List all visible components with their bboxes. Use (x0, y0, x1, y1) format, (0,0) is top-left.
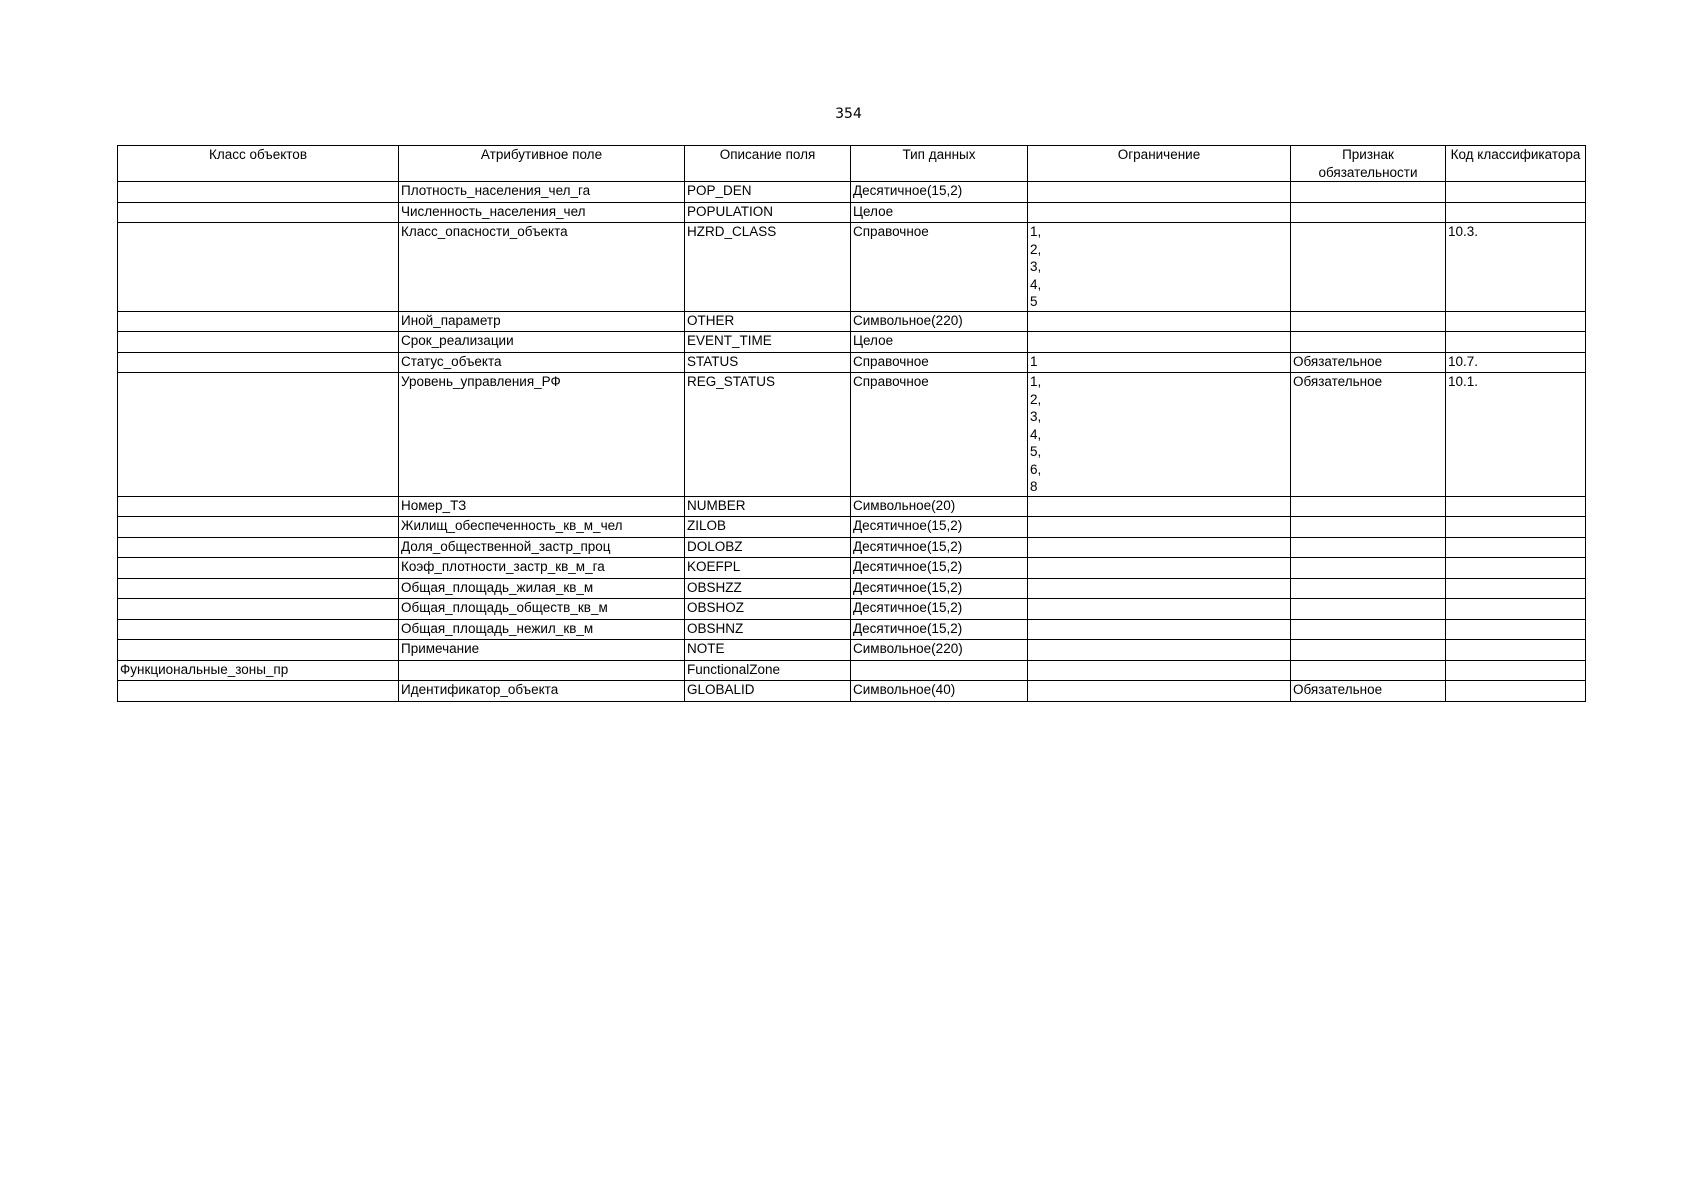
data-type-cell: Десятичное(15,2) (851, 599, 1028, 620)
data-type-cell: Целое (851, 202, 1028, 223)
constraint-cell: 1 (1028, 352, 1291, 373)
required-flag-cell: Обязательное (1291, 352, 1446, 373)
classifier-code-cell (1446, 537, 1586, 558)
object-class-cell (118, 558, 399, 579)
object-class-cell (118, 619, 399, 640)
object-class-cell (118, 599, 399, 620)
classifier-code-cell (1446, 619, 1586, 640)
constraint-cell (1028, 496, 1291, 517)
constraint-cell (1028, 660, 1291, 681)
table-row (118, 202, 1586, 223)
object-class-cell (118, 332, 399, 353)
classifier-code-cell (1446, 599, 1586, 620)
constraint-cell (1028, 558, 1291, 579)
table-row (118, 332, 1586, 353)
data-type-cell: Справочное (851, 223, 1028, 312)
classifier-code-cell (1446, 517, 1586, 538)
required-flag-cell (1291, 202, 1446, 223)
attribute-field-cell: Уровень_управления_РФ (399, 373, 685, 497)
required-flag-cell (1291, 223, 1446, 312)
data-type-cell: Справочное (851, 373, 1028, 497)
data-type-cell: Справочное (851, 352, 1028, 373)
table-row (118, 311, 1586, 332)
attribute-field-cell: Общая_площадь_жилая_кв_м (399, 578, 685, 599)
classifier-code-cell (1446, 311, 1586, 332)
required-flag-cell: Обязательное (1291, 681, 1446, 702)
attribute-field-cell: Доля_общественной_застр_проц (399, 537, 685, 558)
field-description-cell: EVENT_TIME (685, 332, 851, 353)
header-field-description: Описание поля (685, 146, 851, 182)
field-description-cell: FunctionalZone (685, 660, 851, 681)
data-type-cell: Символьное(20) (851, 496, 1028, 517)
table-row (118, 619, 1586, 640)
header-classifier-code: Код классификатора (1446, 146, 1586, 182)
table-row (118, 558, 1586, 579)
page-number: 354 (835, 106, 862, 122)
classifier-code-cell: 10.3. (1446, 223, 1586, 312)
field-description-cell: OBSHNZ (685, 619, 851, 640)
required-flag-cell (1291, 537, 1446, 558)
object-class-cell (118, 640, 399, 661)
header-attribute-field: Атрибутивное поле (399, 146, 685, 182)
header-object-class: Класс объектов (118, 146, 399, 182)
required-flag-cell (1291, 558, 1446, 579)
field-description-cell: REG_STATUS (685, 373, 851, 497)
constraint-cell: 1, 2, 3, 4, 5 (1028, 223, 1291, 312)
required-flag-cell (1291, 496, 1446, 517)
attribute-field-cell: Общая_площадь_нежил_кв_м (399, 619, 685, 640)
classifier-code-cell: 10.7. (1446, 352, 1586, 373)
classifier-code-cell (1446, 640, 1586, 661)
table-row (118, 640, 1586, 661)
classifier-code-cell (1446, 182, 1586, 203)
object-class-cell (118, 496, 399, 517)
constraint-cell (1028, 578, 1291, 599)
table-row (118, 496, 1586, 517)
constraint-cell (1028, 640, 1291, 661)
object-class-cell (118, 373, 399, 497)
field-description-cell: HZRD_CLASS (685, 223, 851, 312)
field-description-cell: NOTE (685, 640, 851, 661)
object-class-cell (118, 223, 399, 312)
data-type-cell: Целое (851, 332, 1028, 353)
attribute-field-cell: Класс_опасности_объекта (399, 223, 685, 312)
constraint-cell (1028, 537, 1291, 558)
classifier-code-cell (1446, 332, 1586, 353)
constraint-cell: 1, 2, 3, 4, 5, 6, 8 (1028, 373, 1291, 497)
table-row (118, 182, 1586, 203)
field-description-cell: NUMBER (685, 496, 851, 517)
attribute-field-cell: Коэф_плотности_застр_кв_м_га (399, 558, 685, 579)
table-row (118, 373, 1586, 497)
attribute-field-cell: Плотность_населения_чел_га (399, 182, 685, 203)
object-class-cell (118, 681, 399, 702)
table-header-row (118, 146, 1586, 182)
required-flag-cell (1291, 640, 1446, 661)
attribute-field-cell: Жилищ_обеспеченность_кв_м_чел (399, 517, 685, 538)
constraint-cell (1028, 332, 1291, 353)
attribute-table (117, 145, 1586, 702)
required-flag-cell (1291, 619, 1446, 640)
attribute-field-cell: Численность_населения_чел (399, 202, 685, 223)
table-row (118, 352, 1586, 373)
constraint-cell (1028, 681, 1291, 702)
constraint-cell (1028, 311, 1291, 332)
field-description-cell: ZILOB (685, 517, 851, 538)
data-type-cell: Символьное(220) (851, 640, 1028, 661)
required-flag-cell (1291, 599, 1446, 620)
object-class-cell (118, 352, 399, 373)
field-description-cell: DOLOBZ (685, 537, 851, 558)
required-flag-cell (1291, 311, 1446, 332)
data-type-cell: Десятичное(15,2) (851, 182, 1028, 203)
table-row (118, 517, 1586, 538)
field-description-cell: OTHER (685, 311, 851, 332)
required-flag-cell (1291, 660, 1446, 681)
constraint-cell (1028, 182, 1291, 203)
object-class-cell: Функциональные_зоны_пр (118, 660, 399, 681)
table-row (118, 660, 1586, 681)
table-row (118, 223, 1586, 312)
object-class-cell (118, 311, 399, 332)
classifier-code-cell (1446, 681, 1586, 702)
constraint-cell (1028, 517, 1291, 538)
constraint-cell (1028, 599, 1291, 620)
attribute-field-cell: Общая_площадь_обществ_кв_м (399, 599, 685, 620)
field-description-cell: OBSHOZ (685, 599, 851, 620)
data-type-cell: Символьное(40) (851, 681, 1028, 702)
attribute-field-cell: Номер_ТЗ (399, 496, 685, 517)
attribute-field-cell: Срок_реализации (399, 332, 685, 353)
table-row (118, 537, 1586, 558)
data-type-cell: Десятичное(15,2) (851, 558, 1028, 579)
attribute-field-cell: Идентификатор_объекта (399, 681, 685, 702)
field-description-cell: POP_DEN (685, 182, 851, 203)
data-type-cell: Десятичное(15,2) (851, 619, 1028, 640)
header-required-flag: Признак обязательности (1291, 146, 1446, 182)
header-constraint: Ограничение (1028, 146, 1291, 182)
classifier-code-cell: 10.1. (1446, 373, 1586, 497)
attribute-field-cell (399, 660, 685, 681)
object-class-cell (118, 182, 399, 203)
table-row (118, 599, 1586, 620)
required-flag-cell (1291, 578, 1446, 599)
classifier-code-cell (1446, 660, 1586, 681)
field-description-cell: POPULATION (685, 202, 851, 223)
required-flag-cell: Обязательное (1291, 373, 1446, 497)
attribute-field-cell: Иной_параметр (399, 311, 685, 332)
classifier-code-cell (1446, 558, 1586, 579)
field-description-cell: KOEFPL (685, 558, 851, 579)
classifier-code-cell (1446, 578, 1586, 599)
classifier-code-cell (1446, 496, 1586, 517)
required-flag-cell (1291, 332, 1446, 353)
constraint-cell (1028, 619, 1291, 640)
data-type-cell: Десятичное(15,2) (851, 537, 1028, 558)
data-type-cell: Десятичное(15,2) (851, 578, 1028, 599)
object-class-cell (118, 578, 399, 599)
object-class-cell (118, 517, 399, 538)
header-data-type: Тип данных (851, 146, 1028, 182)
field-description-cell: STATUS (685, 352, 851, 373)
table-row (118, 578, 1586, 599)
table-row (118, 681, 1586, 702)
attribute-field-cell: Статус_объекта (399, 352, 685, 373)
data-type-cell: Десятичное(15,2) (851, 517, 1028, 538)
attribute-field-cell: Примечание (399, 640, 685, 661)
constraint-cell (1028, 202, 1291, 223)
field-description-cell: GLOBALID (685, 681, 851, 702)
required-flag-cell (1291, 182, 1446, 203)
object-class-cell (118, 537, 399, 558)
field-description-cell: OBSHZZ (685, 578, 851, 599)
data-type-cell: Символьное(220) (851, 311, 1028, 332)
required-flag-cell (1291, 517, 1446, 538)
data-type-cell (851, 660, 1028, 681)
table-body (118, 182, 1586, 702)
object-class-cell (118, 202, 399, 223)
classifier-code-cell (1446, 202, 1586, 223)
